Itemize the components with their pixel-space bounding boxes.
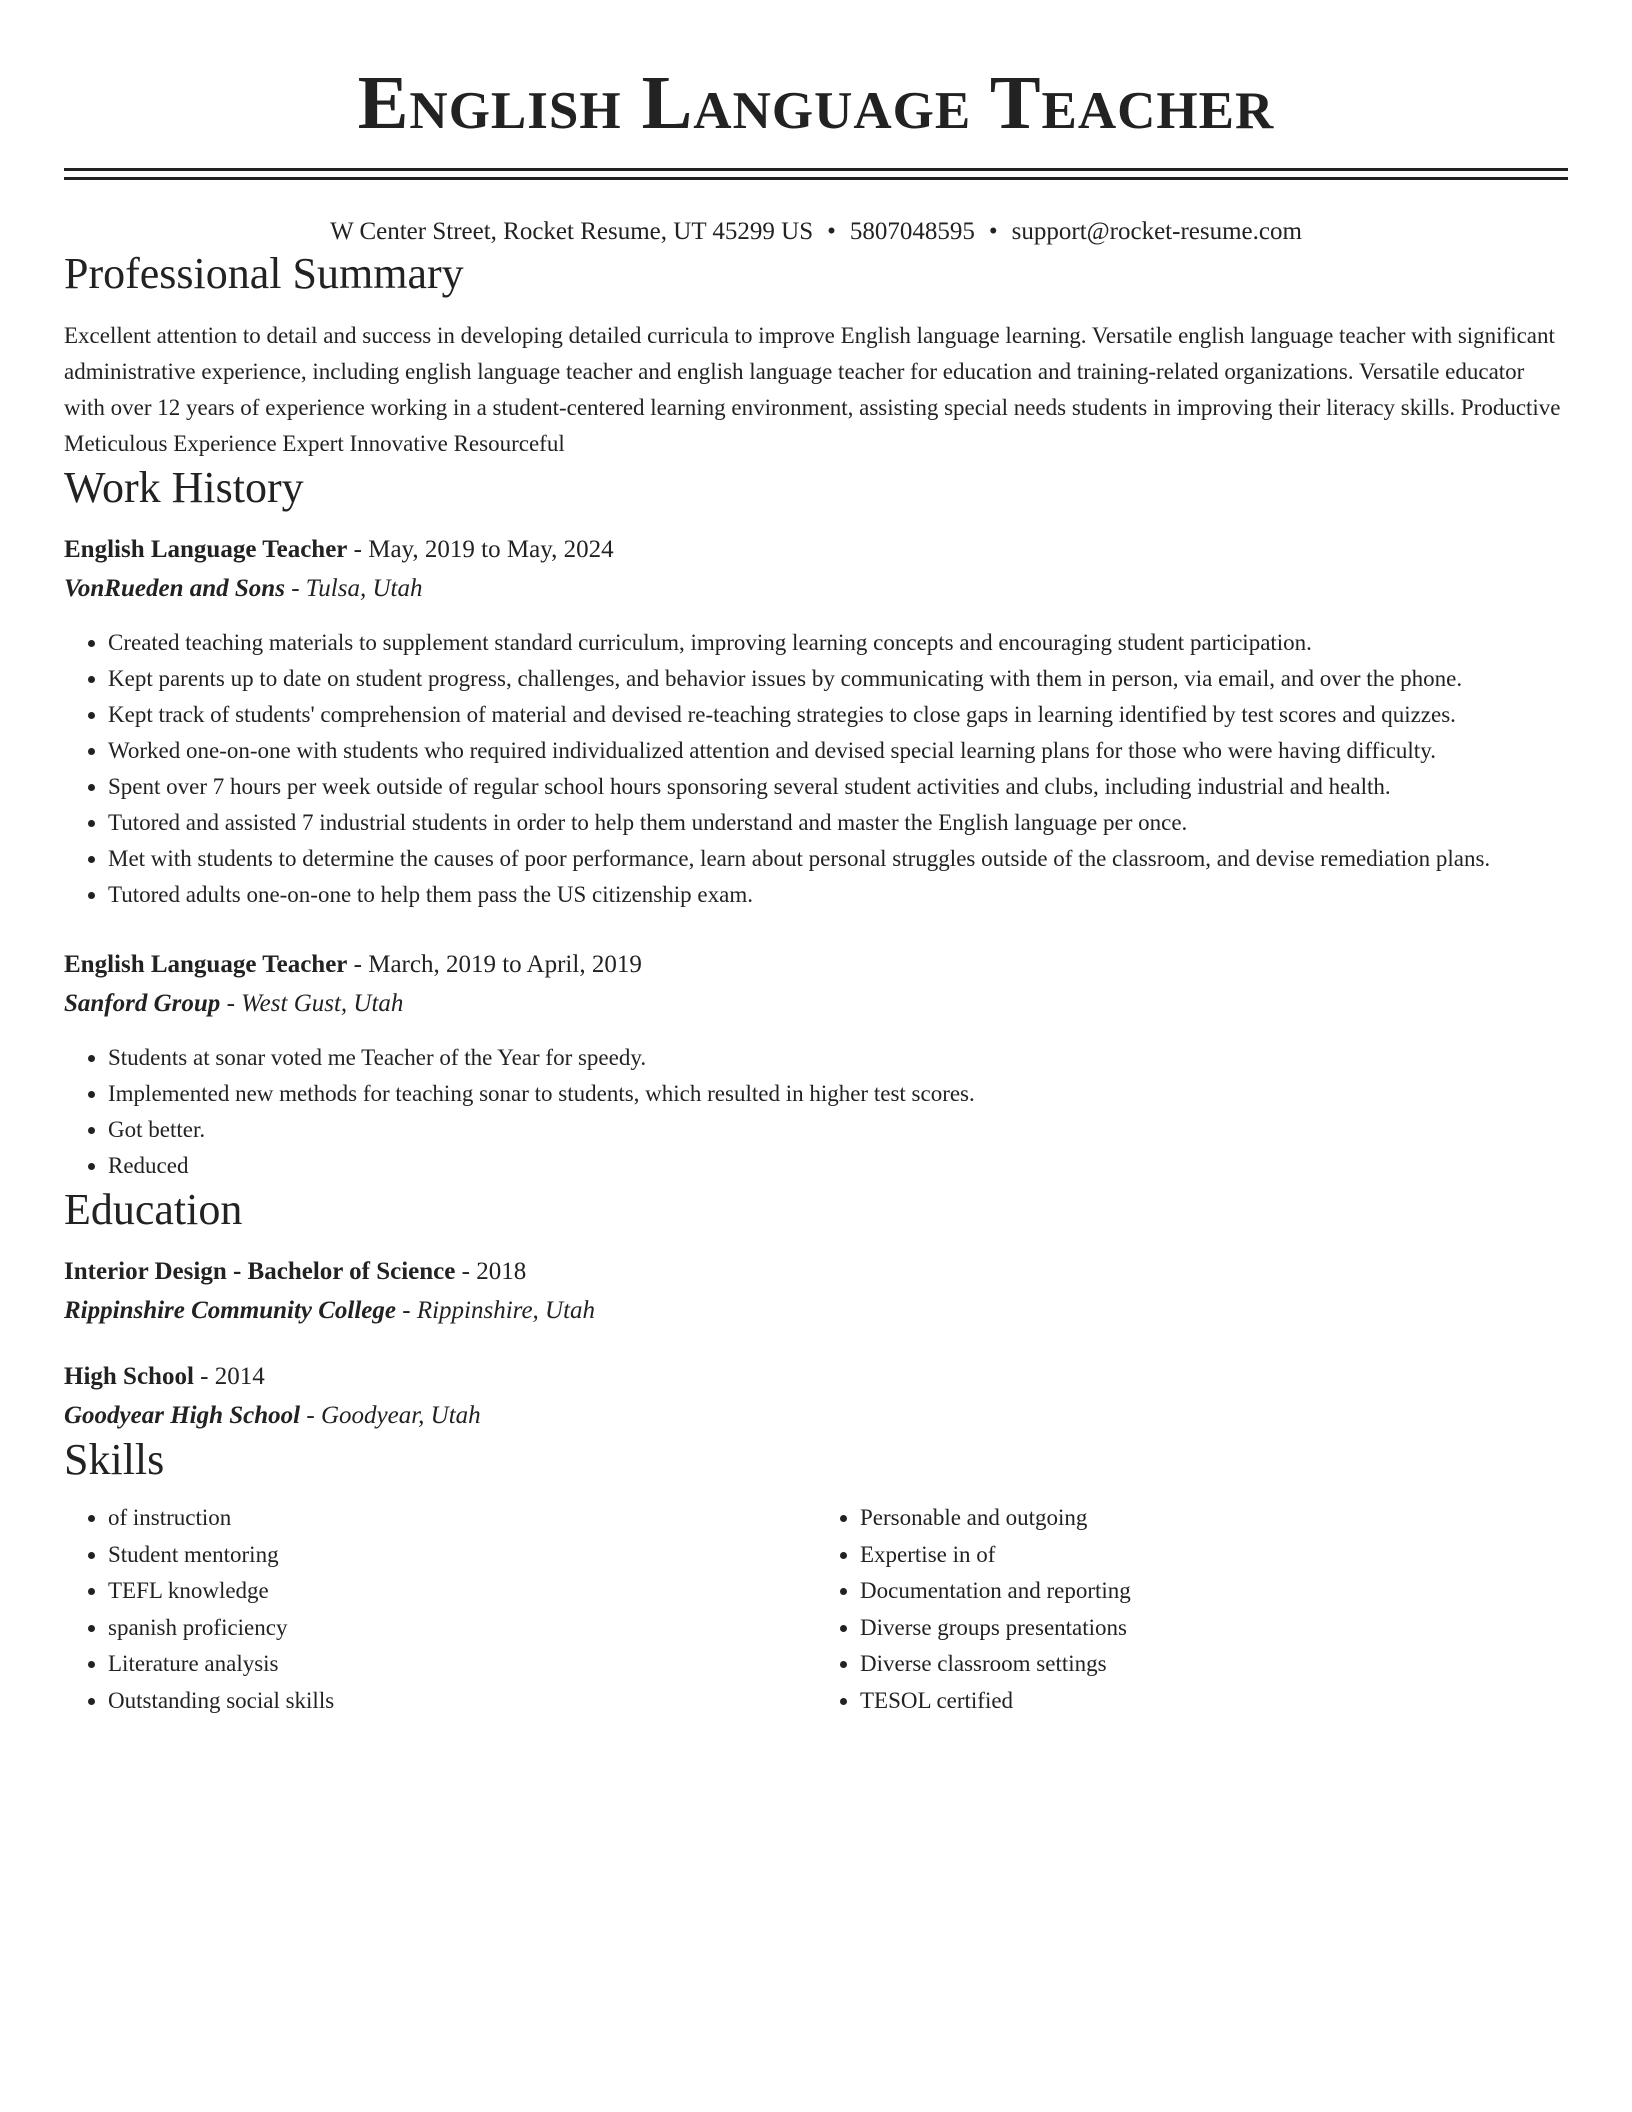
job-bullet: • Spent over 7 hours per week outside of regular school hours sponsoring several student activities and clubs, including industrial and health. [108,769,1568,805]
title-divider-top [64,168,1568,171]
job-dates: - March, 2019 to April, 2019 [347,951,642,978]
job-company: Sanford Group [64,990,221,1017]
skills-columns [64,1500,1568,1719]
job-bullets [64,625,1568,913]
skill-item: • TEFL knowledge [108,1573,816,1610]
education-year: - 2014 [193,1363,265,1390]
skill-item: • of instruction [108,1500,816,1537]
education-year: - 2018 [455,1258,527,1285]
education-location: - Rippinshire, Utah [396,1297,596,1324]
job-company-line [64,571,1568,607]
job-company-line [64,986,1568,1022]
education-school-line [64,1293,1568,1329]
contact-phone: 5807048595 [849,218,975,245]
job-bullet: • Students at sonar voted me Teacher of the Year for speedy. [108,1040,1568,1076]
job-bullet: • Created teaching materials to supplement standard curriculum, improving learning concepts and encouraging student participation. [108,625,1568,661]
job-bullet: • Met with students to determine the causes of poor performance, learn about personal struggles outside of the classroom, and devise remediation plans. [108,841,1568,877]
job-bullet: • Worked one-on-one with students who required individualized attention and devised special learning plans for those who were having difficulty. [108,733,1568,769]
skill-item: • Diverse classroom settings [860,1646,1568,1683]
job-bullet: • Reduced [108,1148,1568,1184]
job-entry-2 [64,947,1568,1184]
skill-item: • Student mentoring [108,1537,816,1574]
skill-item: • Expertise in of [860,1537,1568,1574]
job-title: English Language Teacher [64,951,348,978]
skill-item: • Personable and outgoing [860,1500,1568,1537]
job-bullet: • Tutored and assisted 7 industrial students in order to help them understand and master the English language per once. [108,805,1568,841]
job-bullet: • Got better. [108,1112,1568,1148]
skill-item: • Documentation and reporting [860,1573,1568,1610]
job-location: - Tulsa, Utah [284,575,423,602]
summary-heading: Professional Summary [64,249,464,298]
resume-title: English Language Teacher [357,61,1275,145]
contact-email: support@rocket-resume.com [1011,218,1302,245]
work-history-heading: Work History [64,463,304,512]
skills-list-right [816,1500,1568,1719]
skill-item: • spanish proficiency [108,1610,816,1647]
job-entry-1 [64,532,1568,913]
education-location: - Goodyear, Utah [300,1402,481,1429]
summary-text: Excellent attention to detail and success in developing detailed curricula to improve English language learning. Versatile english language teacher with significant administrative experience, including english language teacher and english language teacher for education and training-related organizations. Versatile educator with over 12 years of experience working in a student-centered learning environment, assisting special needs students in improving their literacy skills. Productive Meticulous Experience Expert Innovative Resourceful [64,323,1561,456]
education-degree-line [64,1254,1568,1290]
contact-line [64,216,1568,248]
skill-item: • Diverse groups presentations [860,1610,1568,1647]
job-bullets [64,1040,1568,1184]
education-entry-2 [64,1359,1568,1434]
skills-list-left [64,1500,816,1719]
education-entry-1 [64,1254,1568,1329]
contact-separator: • [827,218,836,245]
contact-separator: • [988,218,998,245]
job-title: English Language Teacher [64,536,348,563]
job-location: - West Gust, Utah [220,990,404,1017]
job-bullet: • Implemented new methods for teaching sonar to students, which resulted in higher test scores. [108,1076,1568,1112]
title-divider-bottom [64,177,1568,180]
skill-item: • Literature analysis [108,1646,816,1683]
education-degree: High School [64,1363,194,1390]
job-title-line [64,947,1568,983]
job-bullet: • Kept track of students' comprehension of material and devised re-teaching strategies to close gaps in learning identified by test scores and quizzes. [108,697,1568,733]
education-degree-line [64,1359,1568,1395]
education-degree: Interior Design - Bachelor of Science [64,1258,456,1285]
job-title-line [64,532,1568,568]
contact-address: W Center Street, Rocket Resume, UT 45299 US [330,218,814,245]
job-company: VonRueden and Sons [64,575,285,602]
education-school-line [64,1398,1568,1434]
job-dates: - May, 2019 to May, 2024 [347,536,614,563]
skill-item: • Outstanding social skills [108,1683,816,1720]
skill-item: • TESOL certified [860,1683,1568,1720]
job-bullet: • Kept parents up to date on student progress, challenges, and behavior issues by communicating with them in person, via email, and over the phone. [108,661,1568,697]
job-bullet: • Tutored adults one-on-one to help them pass the US citizenship exam. [108,877,1568,913]
skills-heading: Skills [64,1435,165,1484]
education-heading: Education [64,1185,243,1234]
education-school: Rippinshire Community College [64,1297,396,1324]
education-school: Goodyear High School [64,1402,301,1429]
